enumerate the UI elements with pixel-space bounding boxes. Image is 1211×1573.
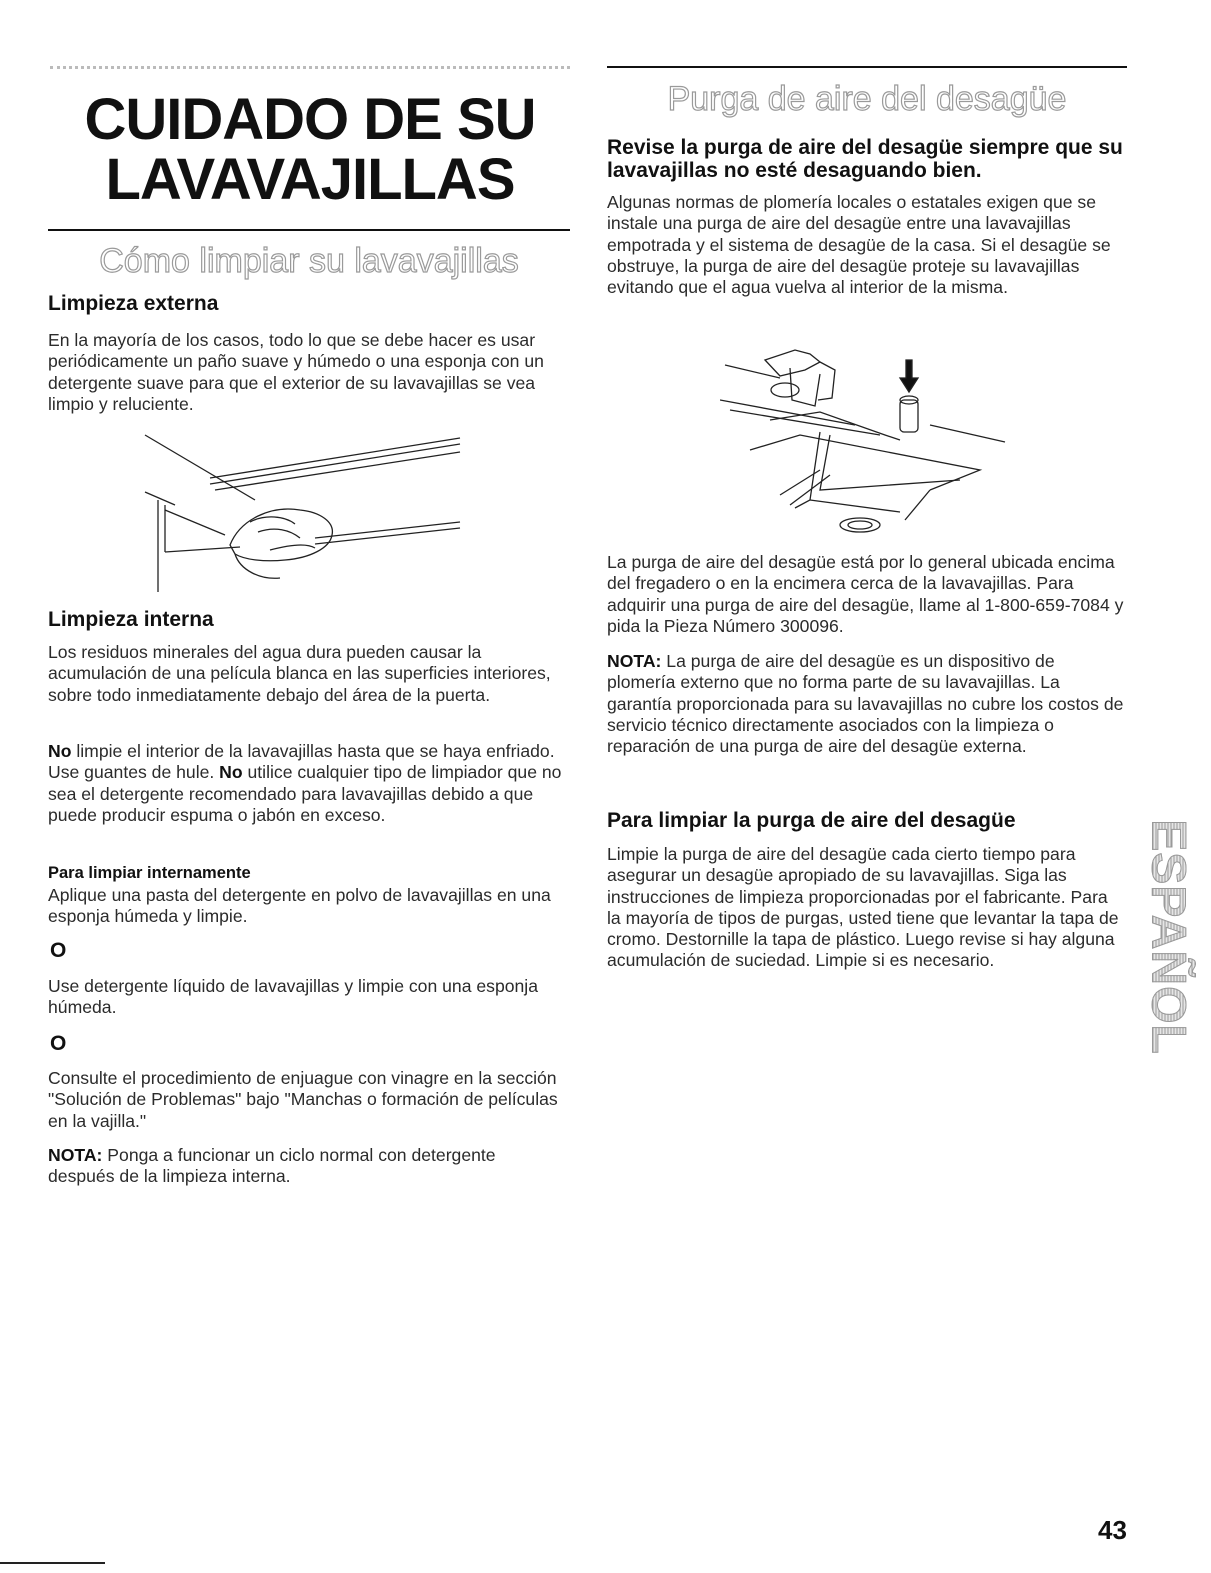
internal-warning-text [48,741,563,826]
warning-no-2: No [219,762,243,783]
air-gap-note [607,651,1125,757]
wiping-illustration [140,430,480,600]
warning-text-1: limpie el interior de la lavavajillas hasta que se haya enfriado. Use guantes de hule. [48,741,555,783]
clean-air-gap-heading: Para limpiar la purga de aire del desagüe [607,809,1016,832]
or-divider-1: O [50,939,67,962]
top-dotted-rule [50,66,570,69]
section-heading-air-gap: Purga de aire del desagüe [667,80,1067,118]
warning-text-2: utilice cualquier tipo de limpiador que no sea el detergente recomendado para lavavajillas debido a que puede producir espuma o jabón en exceso. [48,762,562,825]
internal-note [48,1145,563,1188]
external-cleaning-heading: Limpieza externa [48,292,219,315]
note-label-left: NOTA: [48,1145,103,1165]
or-divider-2: O [50,1032,67,1055]
air-gap-location-text: La purga de aire del desagüe está por lo general ubicada encima del fregadero o en la encimera cerca de la lavavajillas. Para adquirir una purga de aire del desagüe, llame al 1-800-659-7084 y pida la Pieza Número 300096. [607,552,1124,636]
note-text-right: La purga de aire del desagüe es un dispositivo de plomería externo que no forma parte de su lavavajillas. La garantía proporcionada para su lavavajillas no cubre los costos de servicio técnico directamente asociados con la limpieza o reparación de una purga de aire del desagüe externa. [607,651,1124,757]
section-heading-cleaning: Cómo limpiar su lavavajillas [99,242,519,280]
internal-sub-text: Aplique una pasta del detergente en polvo de lavavajillas en una esponja húmeda y limpie. [48,885,551,927]
note-text-left: Ponga a funcionar un ciclo normal con detergente después de la limpieza interna. [48,1145,496,1187]
option-vinegar-text: Consulte el procedimiento de enjuague con vinagre en la sección "Solución de Problemas" bajo "Manchas o formación de películas en la vajilla." [48,1068,558,1131]
option-liquid-detergent-text: Use detergente líquido de lavavajillas y limpie con una esponja húmeda. [48,976,538,1018]
internal-cleaning-text: Los residuos minerales del agua dura pueden causar la acumulación de una película blanca en las superficies interiores, sobre todo inmediatamente debajo del área de la puerta. [48,642,551,705]
warning-no-1: No [48,741,72,761]
language-side-tab [1141,818,1195,1056]
external-cleaning-text: En la mayoría de los casos, todo lo que se debe hacer es usar periódicamente un paño suave y húmedo o una esponja con un detergente suave para que el exterior de su lavavajillas se vea limpio y reluciente. [48,330,544,414]
page-number: 43 [1098,1515,1127,1545]
note-label-right: NOTA: [607,651,662,671]
sink-air-gap-illustration [720,340,1020,550]
section-rule-right [607,66,1127,68]
page-title-line-2: LAVAVAJILLAS [105,147,515,212]
section-rule-left [48,229,570,231]
air-gap-bold-heading: Revise la purga de aire del desagüe siempre que su lavavajillas no esté desaguando bien. [607,136,1123,182]
air-gap-intro-text: Algunas normas de plomería locales o estatales exigen que se instale una purga de aire del desagüe entre una lavavajillas empotrada y el sistema de desagüe de la casa. Si el desagüe se obstruye, la purga de aire del desagüe proteje su lavavajillas evitando que el agua vuelva al interior de la misma. [607,192,1111,298]
internal-sub-heading: Para limpiar internamente [48,864,251,882]
clean-air-gap-text: Limpie la purga de aire del desagüe cada cierto tiempo para asegurar un desagüe apropiado de su lavavajillas. Siga las instrucciones de limpieza proporcionadas por el fabricante. Para la mayoría de tipos de purgas, usted tiene que levantar la tapa de cromo. Destornille la tapa de plástico. Luego revise si hay alguna acumulación de suciedad. Limpie si es necesario. [607,844,1119,971]
page-title [50,87,570,212]
bottom-corner-rule [0,1562,105,1564]
language-side-tab-label: ESPAÑOL [1141,819,1195,1055]
page-title-line-1: CUIDADO DE SU [84,87,536,152]
internal-cleaning-heading: Limpieza interna [48,608,214,631]
